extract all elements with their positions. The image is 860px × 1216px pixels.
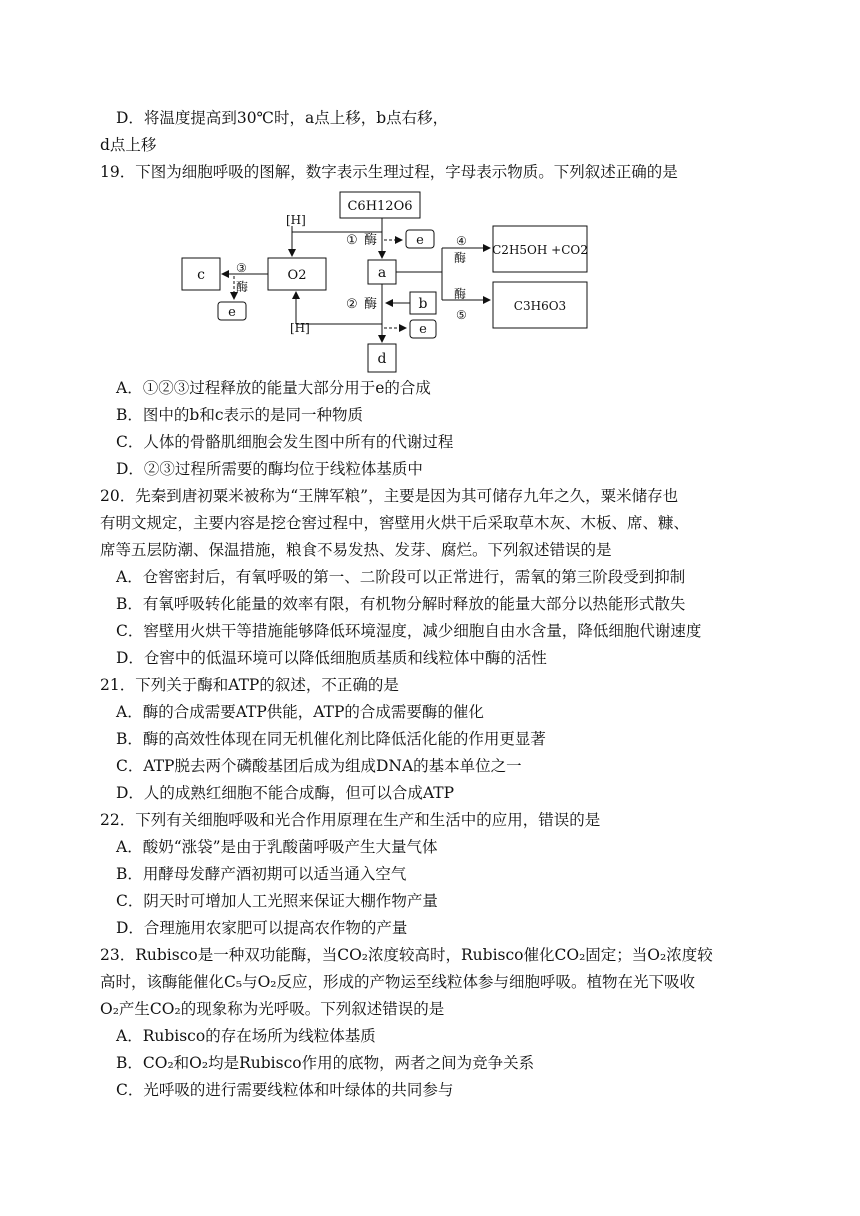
q19-option-b: B．图中的b和c表示的是同一种物质	[116, 406, 363, 424]
q19-option-a: A．①②③过程释放的能量大部分用于e的合成	[116, 379, 431, 397]
q22-option-c: C．阴天时可增加人工光照来保证大棚作物产量	[116, 892, 438, 910]
q21-option-b: B．酶的高效性体现在同无机催化剂比降低活化能的作用更显著	[116, 730, 546, 748]
question-19: 19．下图为细胞呼吸的图解，数字表示生理过程，字母表示物质。下列叙述正确的是	[100, 163, 678, 181]
h-bottom-label: [H]	[290, 321, 310, 335]
q21-option-c: C．ATP脱去两个磷酸基团后成为组成DNA的基本单位之一	[116, 757, 522, 775]
q22-option-b: B．用酵母发酵产酒初期可以适当通入空气	[116, 865, 407, 883]
q19-option-c: C．人体的骨骼肌细胞会发生图中所有的代谢过程	[116, 433, 454, 451]
question-21: 21．下列关于酶和ATP的叙述，不正确的是	[100, 676, 399, 694]
step2-enzyme: 酶	[364, 297, 378, 312]
lactic-label: C3H6O3	[513, 299, 567, 313]
question-23-line1: 23．Rubisco是一种双功能酶，当CO₂浓度较高时，Rubisco催化CO₂固定；当O₂浓度较	[100, 946, 713, 964]
q21-option-d: D．人的成熟红细胞不能合成酶，但可以合成ATP	[116, 784, 455, 802]
e-label-1: e	[416, 233, 424, 248]
question-22: 22．下列有关细胞呼吸和光合作用原理在生产和生活中的应用，错误的是	[100, 811, 601, 829]
o2-label: O2	[287, 268, 307, 283]
d-label: d	[377, 351, 387, 367]
step2-label: ②	[346, 297, 358, 312]
q23-option-b: B．CO₂和O₂均是Rubisco作用的底物，两者之间为竞争关系	[116, 1054, 535, 1072]
step4-label: ④	[456, 234, 467, 248]
q18-option-d-cont: d点上移	[100, 136, 157, 154]
c-label: c	[197, 267, 205, 283]
step3-label: ③	[236, 261, 247, 275]
q23-option-c: C．光呼吸的进行需要线粒体和叶绿体的共同参与	[116, 1081, 454, 1099]
respiration-diagram	[180, 188, 600, 374]
q20-option-a: A．仓窖密封后，有氧呼吸的第一、二阶段可以正常进行，需氧的第三阶段受到抑制	[116, 568, 686, 586]
q20-option-c: C．窖壁用火烘干等措施能够降低环境湿度，减少细胞自由水含量，降低细胞代谢速度	[116, 622, 702, 640]
q21-option-a: A．酶的合成需要ATP供能，ATP的合成需要酶的催化	[116, 703, 484, 721]
step1-label: ①	[346, 233, 358, 248]
a-label: a	[377, 265, 387, 281]
q18-option-d: D．将温度提高到30℃时，a点上移，b点右移，	[116, 109, 449, 127]
glucose-label: C6H12O6	[347, 199, 413, 214]
ethanol-label: C2H5OH +CO2	[492, 243, 588, 257]
q22-option-d: D．合理施用农家肥可以提高农作物的产量	[116, 919, 408, 937]
step3-enzyme: 酶	[236, 280, 249, 294]
question-23-line2: 高时，该酶能催化C₅与O₂反应，形成的产物运至线粒体参与细胞呼吸。植物在光下吸收	[100, 973, 695, 991]
h-top-label: [H]	[286, 213, 306, 227]
b-label: b	[418, 296, 428, 312]
q22-option-a: A．酸奶“涨袋”是由于乳酸菌呼吸产生大量气体	[116, 838, 438, 856]
step4-enzyme: 酶	[454, 251, 467, 265]
question-20-line2: 有明文规定，主要内容是挖仓窖过程中，窖壁用火烘干后采取草木灰、木板、席、糠、	[100, 514, 690, 532]
e-label-2: e	[228, 305, 236, 320]
step1-enzyme: 酶	[364, 233, 378, 248]
question-20-line1: 20．先秦到唐初粟米被称为“王牌军粮”，主要是因为其可储存九年之久，粟米储存也	[100, 487, 679, 505]
question-23-line3: O₂产生CO₂的现象称为光呼吸。下列叙述错误的是	[100, 1000, 445, 1018]
step5-label: ⑤	[456, 308, 467, 322]
e-label-3: e	[419, 322, 427, 337]
q23-option-a: A．Rubisco的存在场所为线粒体基质	[116, 1027, 376, 1045]
q20-option-b: B．有氧呼吸转化能量的效率有限，有机物分解时释放的能量大部分以热能形式散失	[116, 595, 686, 613]
q19-option-d: D．②③过程所需要的酶均位于线粒体基质中	[116, 460, 423, 478]
question-20-line3: 席等五层防潮、保温措施，粮食不易发热、发芽、腐烂。下列叙述错误的是	[100, 541, 612, 559]
step5-enzyme: 酶	[454, 287, 467, 301]
q20-option-d: D．仓窖中的低温环境可以降低细胞质基质和线粒体中酶的活性	[116, 649, 547, 667]
